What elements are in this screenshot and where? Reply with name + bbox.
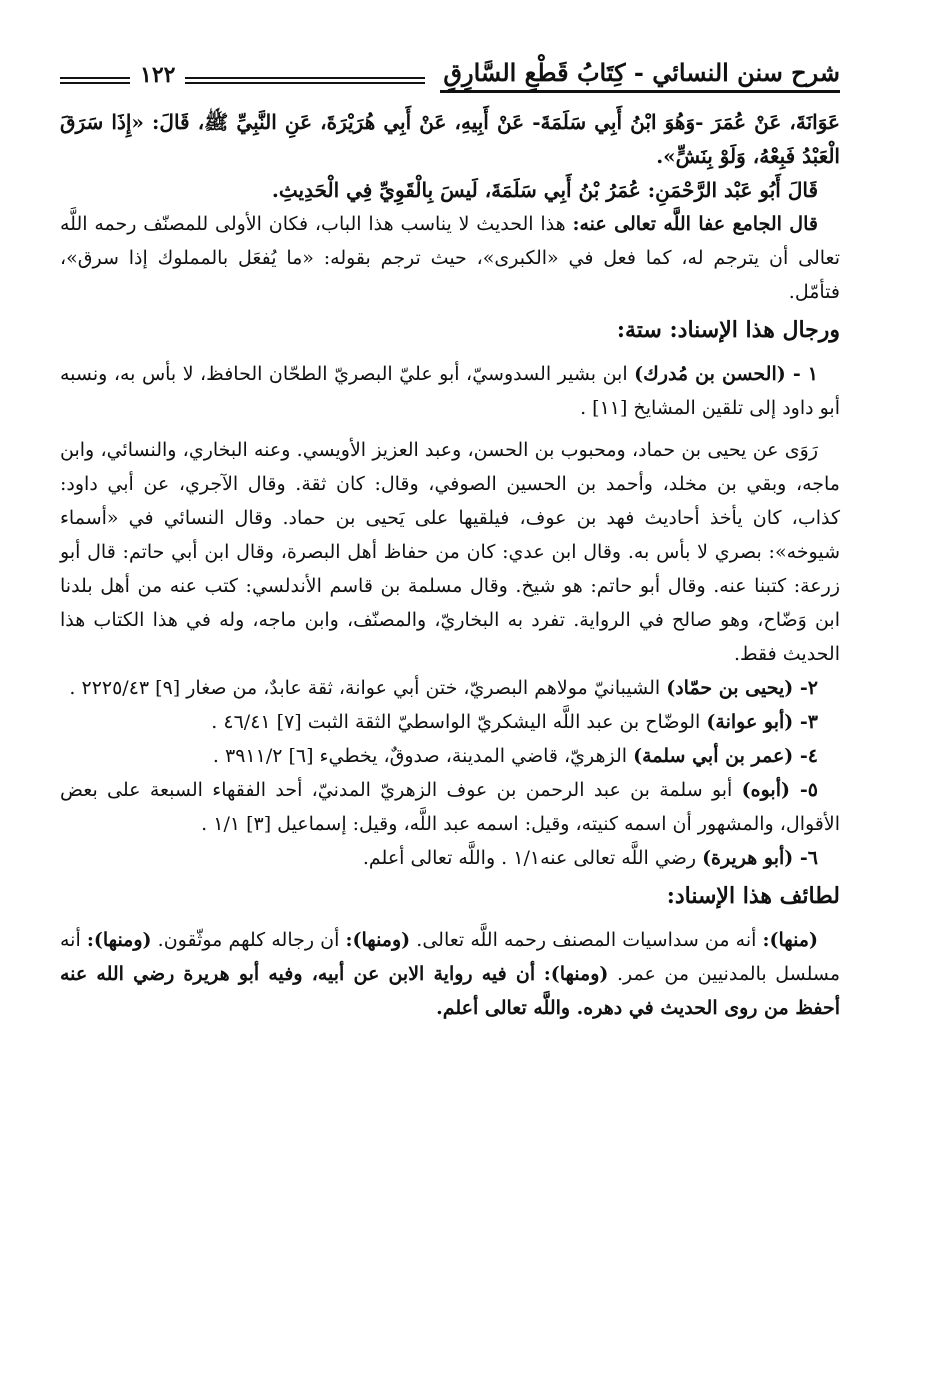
narrator-text: الزهريّ، قاضي المدينة، صدوقٌ، يخطيء [٦] ٣٩١١/٢ . <box>212 745 628 767</box>
narrator-lead: ٣- (أبو عوانة) <box>706 711 818 733</box>
subtlety-text: أن رجاله كلهم موثّقون. <box>157 929 340 951</box>
hadith-text: عَوَانَةَ، عَنْ عُمَرَ -وَهُوَ ابْنُ أَبِي سَلَمَةَ- عَنْ أَبِيهِ، عَنْ أَبِي هُرَيْرَةَ، عَنِ النَّبِيِّ ﷺ، قَالَ: «إِذَا سَرَقَ الْعَبْدُ فَبِعْهُ، وَلَوْ بِنَشٍّ». <box>60 110 840 168</box>
author-note: قَالَ أَبُو عَبْد الرَّحْمَنِ: عُمَرُ بْنُ أَبِي سَلَمَةَ، لَيسَ بِالْقَوِيِّ فِي الْحَدِيثِ. <box>271 178 818 202</box>
header-underline <box>440 90 840 93</box>
subtlety-text: أنه من سداسيات المصنف رحمه اللَّه تعالى. <box>416 929 757 951</box>
narrator-lead: ٥- (أبوه) <box>741 779 818 801</box>
narrator-2 <box>60 671 840 705</box>
narrator-text: الشيبانيّ مولاهم البصريّ، ختن أبي عوانة، ثقة عابدٌ، من صغار [٩] ٢٢٢٥/٤٣ . <box>69 677 661 699</box>
narrator-text: رضي اللَّه تعالى عنه١/١ . واللَّه تعالى أعلم. <box>362 847 697 869</box>
narrator-text: ابن بشير السدوسيّ، أبو عليّ البصريّ الطحّان الحافظ، لا بأس به، ونسبه أبو داود إلى تلقين المشايخ [١١] . <box>60 363 840 419</box>
subtlety-lead: (ومنها): <box>543 963 609 985</box>
subtleties-paragraph <box>60 923 840 1025</box>
commentary-text: هذا الحديث لا يناسب هذا الباب، فكان الأولى للمصنّف رحمه اللَّه تعالى أن يترجم له، كما فعل في «الكبرى»، حيث ترجم بقوله: «ما يُفعَل بالمملوك إذا سرق»، فتأمّل. <box>60 213 840 303</box>
header-double-rule <box>185 77 425 88</box>
subtleties-heading: لطائف هذا الإسناد: <box>666 883 840 909</box>
commentary-paragraph <box>60 207 840 309</box>
subtlety-text: أنه مسلسل بالمدنيين من عمر. <box>60 929 841 985</box>
narrator-lead: ١ - (الحسن بن مُدرك) <box>634 363 818 385</box>
subtlety-lead: (ومنها): <box>345 929 411 951</box>
subtlety-lead: (منها): <box>762 929 818 951</box>
commentary-lead: قال الجامع عفا اللَّه تعالى عنه: <box>572 213 818 235</box>
narrator-text: الوضّاح بن عبد اللَّه اليشكريّ الواسطيّ الثقة الثبت [٧] ٤٦/٤١ . <box>211 711 701 733</box>
biography-paragraph: رَوَى عن يحيى بن حماد، ومحبوب بن الحسن، وعبد العزيز الأويسي. وعنه البخاري، والنسائي، وابن ماجه، وبقي بن مخلد، وأحمد بن الحسين الصوفي، وقال: كان ثقة. وقال الآجري، عن أبي داود: كذاب، كان يأخذ أحاديث فهد بن عوف، فيلقيها على يَحيى بن حماد. وقال النسائي في «أسماء شيوخه»: بصري لا بأس به. وقال ابن عدي: كان من حفاظ أهل البصرة، وقال ابن أبي حاتم: قال أبو زرعة: كتبنا عنه. وقال أبو حاتم: هو شيخ. وقال مسلمة بن قاسم الأندلسي: كتب عنه من أهل بلدنا ابن وَضّاح، وهو صالح في الرواية. تفرد به البخاريّ، والمصنّف، وابن ماجه، وله في هذا الكتاب هذا الحديث فقط. <box>60 439 840 665</box>
main-content <box>60 105 840 1025</box>
narrator-6 <box>60 841 840 875</box>
narrator-3 <box>60 705 840 739</box>
page-number: ١٢٢ <box>140 62 176 88</box>
header-double-rule-left <box>60 77 130 88</box>
header-title: شرح سنن النسائي - كِتَابُ قَطْعِ السَّارِقِ <box>443 58 840 87</box>
narrator-lead: ٦- (أبو هريرة) <box>702 847 818 869</box>
narrator-4 <box>60 739 840 773</box>
narrator-5 <box>60 773 840 841</box>
running-header <box>60 48 840 88</box>
subtlety-text: أن فيه رواية الابن عن أبيه، وفيه أبو هريرة رضي الله عنه أحفظ من روى الحديث في دهره. واللَّه تعالى أعلم. <box>60 963 840 1019</box>
narrator-text: أبو سلمة بن عبد الرحمن بن عوف الزهريّ المدنيّ، أحد الفقهاء السبعة على بعض الأقوال، والمشهور أن اسمه كنيته، وقيل: اسمه عبد اللَّه، وقيل: إسماعيل [٣] ١/١ . <box>60 779 840 835</box>
document-page <box>60 48 840 1025</box>
narrators-heading: ورجال هذا الإسناد: ستة: <box>616 317 840 343</box>
header-rules <box>60 62 425 88</box>
subtlety-lead: (ومنها): <box>86 929 152 951</box>
narrator-lead: ٢- (يحيى بن حمّاد) <box>666 677 818 699</box>
narrator-lead: ٤- (عمر بن أبي سلمة) <box>633 745 818 767</box>
narrator-1 <box>60 357 840 425</box>
